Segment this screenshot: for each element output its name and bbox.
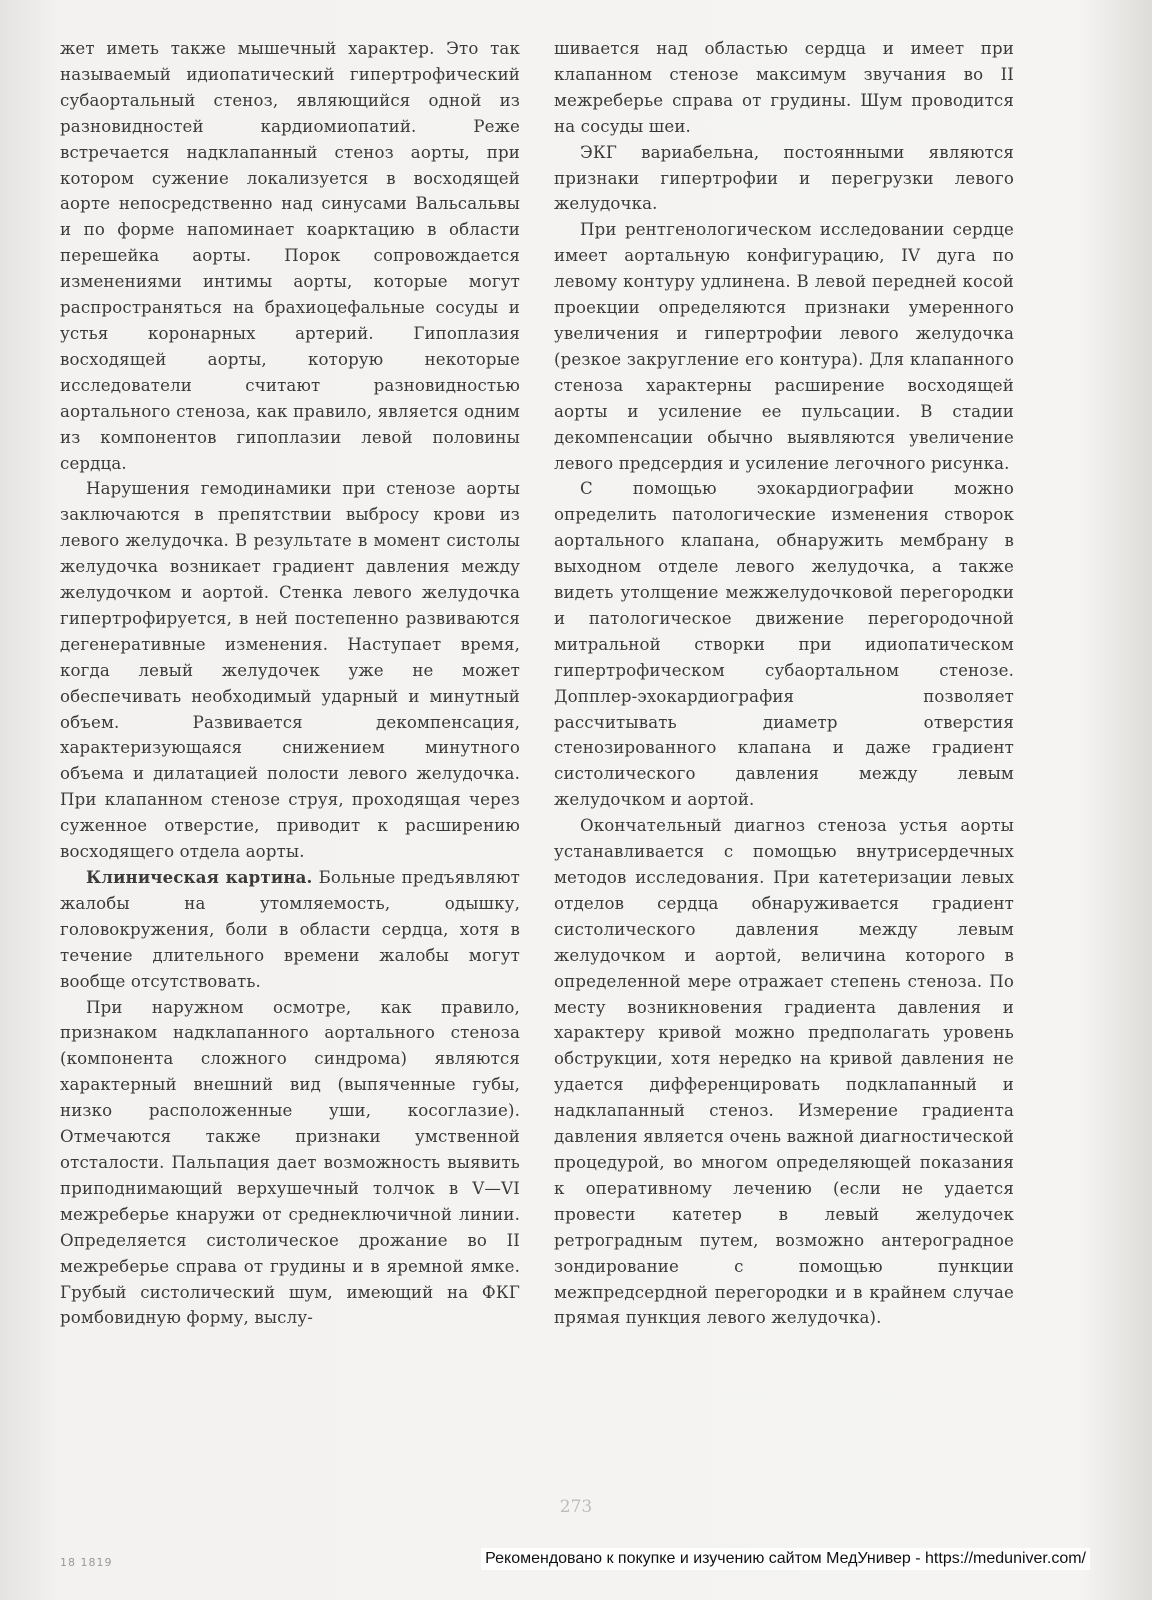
printer-signature-mark: 18 1819 bbox=[60, 1556, 113, 1569]
paragraph-xray: При рентгенологическом исследовании сердце имеет аортальную конфигурацию, IV дуга по левому контуру удлинена. В левой передней косой проекции определяются признаки умеренного увеличения и гипертрофии левого желудочка (резкое закругление его контура). Для клапанного стеноза характерны расширение восходящей аорты и усиление ее пульсации. В стадии декомпенсации обычно выявляются увеличение левого предсердия и усиление легочного рисунка. bbox=[554, 220, 1014, 473]
paragraph-final-diagnosis: Окончательный диагноз стеноза устья аорты устанавливается с помощью внутрисердечных методов исследования. При катетеризации левых отделов сердца обнаруживается градиент систолического давления между левым желудочком и аортой, величина которого в определенной мере отражает степень стеноза. По месту возникновения градиента давления и характеру кривой можно предполагать уровень обструкции, хотя нередко на кривой давления не удается дифференцировать подклапанный и надклапанный стеноз. Измерение градиента давления является очень важной диагностической процедурой, во многом определяющей показания к оперативному лечению (если не удается провести катетер в левый желудочек ретроградным путем, возможно антероградное зондирование с помощью пункции межпредсердной перегородки и в крайнем случае прямая пункция левого желудочка). bbox=[554, 816, 1014, 1328]
clinical-picture-text: Больные предъявляют жалобы на утомляемость, одышку, головокружения, боли в области сердца, хотя в течение длительного времени жалобы могут вообще отсутствовать. bbox=[60, 868, 520, 991]
paragraph-external-examination: При наружном осмотре, как правило, признаком надклапанного аортального стеноза (компонента сложного синдрома) являются характерный внешний вид (выпяченные губы, низко расположенные уши, косоглазие). Отмечаются также признаки умственной отсталости. Пальпация дает возможность выявить приподнимающий верхушечный толчок в V—VI межреберье кнаружи от среднеключичной линии. Определяется систолическое дрожание во II межреберье справа от грудины и в яремной ямке. Грубый систолический шум, имеющий на ФКГ ромбовидную форму, выслу- bbox=[60, 997, 520, 1328]
clinical-picture-heading: Клиническая картина. bbox=[86, 867, 313, 887]
paragraph-ecg: ЭКГ вариабельна, постоянными являются признаки гипертрофии и перегрузки левого желудочка. bbox=[554, 142, 1014, 214]
paragraph-aortic-stenosis-forms: жет иметь также мышечный характер. Это так называемый идиопатический гипертрофический субаортальный стеноз, являющийся одной из разновидностей кардиомиопатий. Реже встречается надклапанный стеноз аорты, при котором сужение локализуется в восходящей аорте непосредственно над синусами Вальсальвы и по форме напоминает коарктацию в области перешейка аорты. Порок сопровождается изменениями интимы аорты, которые могут распространяться на брахиоцефальные сосуды и устья коронарных артерий. Гипоплазия восходящей аорты, которую некоторые исследователи считают разновидностью аортального стеноза, как правило, является одним из компонентов гипоплазии левой половины сердца. bbox=[60, 39, 520, 473]
website-watermark: Рекомендовано к покупке и изучению сайтом МедУнивер - https://meduniver.com/ bbox=[481, 1548, 1090, 1570]
paragraph-echocardiography: С помощью эхокардиографии можно определить патологические изменения створок аортального клапана, обнаружить мембрану в выходном отделе левого желудочка, а также видеть утолщение межжелудочковой перегородки и патологическое движение перегородочной митральной створки при идиопатическом гипертрофическом субаортальном стенозе. Допплер-эхокардиография позволяет рассчитывать диаметр отверстия стенозированного клапана и даже градиент систолического давления между левым желудочком и аортой. bbox=[554, 479, 1014, 810]
page-number: 273 bbox=[559, 1497, 593, 1517]
paragraph-clinical-picture bbox=[60, 865, 520, 995]
right-text-column bbox=[554, 36, 1014, 1331]
paragraph-hemodynamics: Нарушения гемодинамики при стенозе аорты заключаются в препятствии выбросу крови из левого желудочка. В результате в момент систолы желудочка возникает градиент давления между желудочком и аортой. Стенка левого желудочка гипертрофируется, в ней постепенно развиваются дегенеративные изменения. Наступает время, когда левый желудочек уже не может обеспечивать необходимый ударный и минутный объем. Развивается декомпенсация, характеризующаяся снижением минутного объема и дилатацией полости левого желудочка. При клапанном стенозе струя, проходящая через суженное отверстие, приводит к расширению восходящего отдела аорты. bbox=[60, 479, 520, 862]
paragraph-murmur-continuation: шивается над областью сердца и имеет при клапанном стенозе максимум звучания во II межреберье справа от грудины. Шум проводится на сосуды шеи. bbox=[554, 39, 1014, 136]
left-text-column bbox=[60, 36, 520, 1331]
